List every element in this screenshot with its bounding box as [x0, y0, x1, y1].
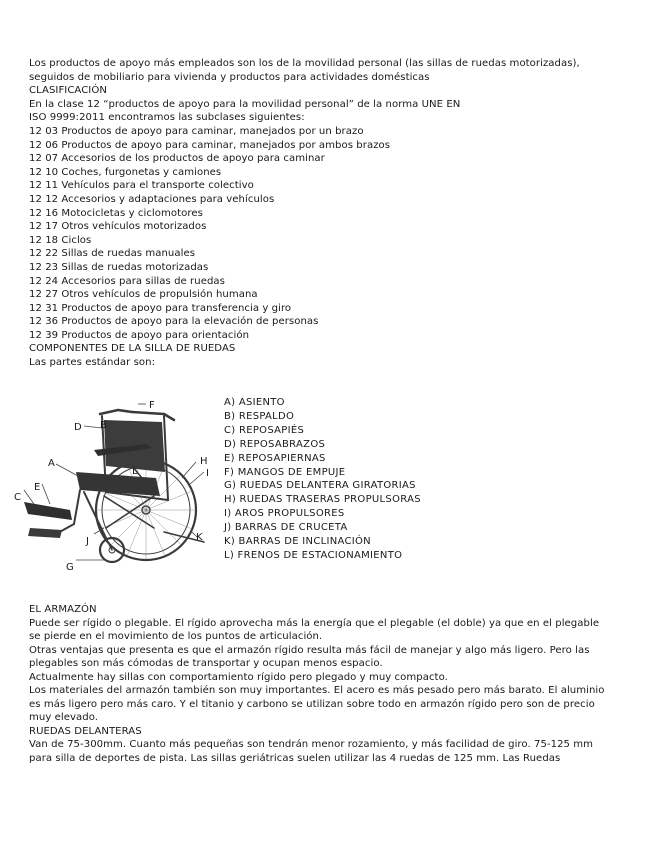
subclass-item: 12 03 Productos de apoyo para caminar, manejados por un brazo [29, 125, 364, 137]
frame-line: Actualmente hay sillas con comportamiento rígido pero plegado y muy compacto. [29, 671, 448, 683]
wheelchair-diagram [14, 392, 214, 580]
intro-line-2: seguidos de mobiliario para vivienda y productos para actividades domésticas [29, 71, 430, 83]
part-item: D) REPOSABRAZOS [224, 438, 326, 450]
front-wheels-line: para silla de deportes de pista. Las sillas geriátricas suelen utilizar las 4 ruedas de 125 mm. Las Ruedas [29, 753, 561, 765]
callout-label-j: J [86, 536, 89, 547]
callout-label-i: I [206, 468, 209, 479]
subclass-item: 12 11 Vehículos para el transporte colectivo [29, 180, 254, 192]
callout-label-g: G [66, 562, 74, 573]
callout-label-e: E [34, 482, 41, 493]
part-item: B) RESPALDO [224, 410, 295, 422]
footrest [28, 528, 62, 538]
classification-heading: CLASIFICACIÓN [29, 85, 107, 97]
part-item: I) AROS PROPULSORES [224, 508, 345, 520]
frame-heading: EL ARMAZÓN [29, 604, 97, 615]
subclass-item: 12 18 Ciclos [29, 234, 92, 246]
front-wheels-line: Van de 75-300mm. Cuanto más pequeñas son tendrán menor rozamiento, y más facilidad de giro. 75-125 mm [29, 739, 594, 751]
frame-line: Puede ser rígido o plegable. El rígido aprovecha más la energía que el plegable (el doble) ya que en el plegable [29, 617, 600, 629]
part-item: F) MANGOS DE EMPUJE [224, 466, 346, 478]
frame-line: plegables son más cómodas de transportar y ocupan menos espacio. [29, 658, 383, 670]
part-item: G) RUEDAS DELANTERA GIRATORIAS [224, 480, 416, 492]
frame-line: es más ligero pero más caro. Y el titanio y carbono se utilizan sobre todo en armazón rígido pero son de precio [29, 698, 595, 710]
part-item: K) BARRAS DE INCLINACIÓN [224, 536, 371, 548]
classification-intro-2: ISO 9999:2011 encontramos las subclases siguientes: [29, 112, 305, 124]
subclass-item: 12 16 Motocicletas y ciclomotores [29, 207, 203, 219]
callout-label-l: L [132, 466, 138, 477]
subclass-item: 12 27 Otros vehículos de propulsión humana [29, 289, 258, 301]
subclass-item: 12 24 Accesorios para sillas de ruedas [29, 275, 225, 287]
part-item: C) REPOSAPIÉS [224, 424, 305, 436]
components-heading: COMPONENTES DE LA SILLA DE RUEDAS [29, 343, 236, 355]
document-lower [29, 603, 629, 766]
subclass-item: 12 23 Sillas de ruedas motorizadas [29, 261, 209, 273]
subclass-item: 12 31 Productos de apoyo para transferencia y giro [29, 302, 292, 314]
part-item: A) ASIENTO [224, 397, 285, 408]
callout-label-c: C [14, 492, 21, 503]
components-intro: Las partes estándar son: [29, 357, 156, 369]
subclass-item: 12 39 Productos de apoyo para orientación [29, 329, 250, 341]
callout-label-d: D [74, 422, 82, 433]
part-item: H) RUEDAS TRASERAS PROPULSORAS [224, 494, 421, 506]
subclass-item: 12 10 Coches, furgonetas y camiones [29, 166, 222, 178]
document-upper [29, 57, 629, 370]
subclass-item: 12 22 Sillas de ruedas manuales [29, 248, 196, 260]
frame-line: se pierde en el movimiento de los puntos de articulación. [29, 631, 323, 643]
classification-intro-1: En la clase 12 “productos de apoyo para la movilidad personal” de la norma UNE EN [29, 98, 461, 110]
callout-label-b: B [100, 420, 107, 431]
subclass-item: 12 06 Productos de apoyo para caminar, manejados por ambos brazos [29, 139, 391, 151]
subclass-item: 12 07 Accesorios de los productos de apoyo para caminar [29, 153, 325, 165]
subclass-item: 12 36 Productos de apoyo para la elevación de personas [29, 316, 319, 328]
frame-line: muy elevado. [29, 712, 99, 724]
subclass-item: 12 17 Otros vehículos motorizados [29, 221, 207, 233]
frame-line: Otras ventajas que presenta es que el armazón rígido resulta más fácil de manejar y algo más ligero. Pero las [29, 644, 590, 656]
legrest [24, 502, 72, 520]
frame-line: Los materiales del armazón también son muy importantes. El acero es más pesado pero más barato. El aluminio [29, 685, 605, 697]
subclass-item: 12 12 Accesorios y adaptaciones para vehículos [29, 193, 275, 205]
callout-label-f: F [149, 400, 155, 411]
callout-label-k: K [196, 532, 203, 543]
part-item: J) BARRAS DE CRUCETA [224, 522, 348, 534]
part-item: E) REPOSAPIERNAS [224, 452, 326, 464]
callout-label-a: A [48, 458, 55, 469]
parts-list [224, 396, 421, 563]
callout-label-h: H [200, 456, 208, 467]
intro-line-1: Los productos de apoyo más empleados son los de la movilidad personal (las sillas de ruedas motorizadas), [29, 58, 580, 69]
wheelchair-figure [0, 392, 655, 582]
front-wheels-heading: RUEDAS DELANTERAS [29, 725, 142, 737]
seat [76, 472, 160, 496]
part-item: L) FRENOS DE ESTACIONAMIENTO [224, 549, 403, 561]
